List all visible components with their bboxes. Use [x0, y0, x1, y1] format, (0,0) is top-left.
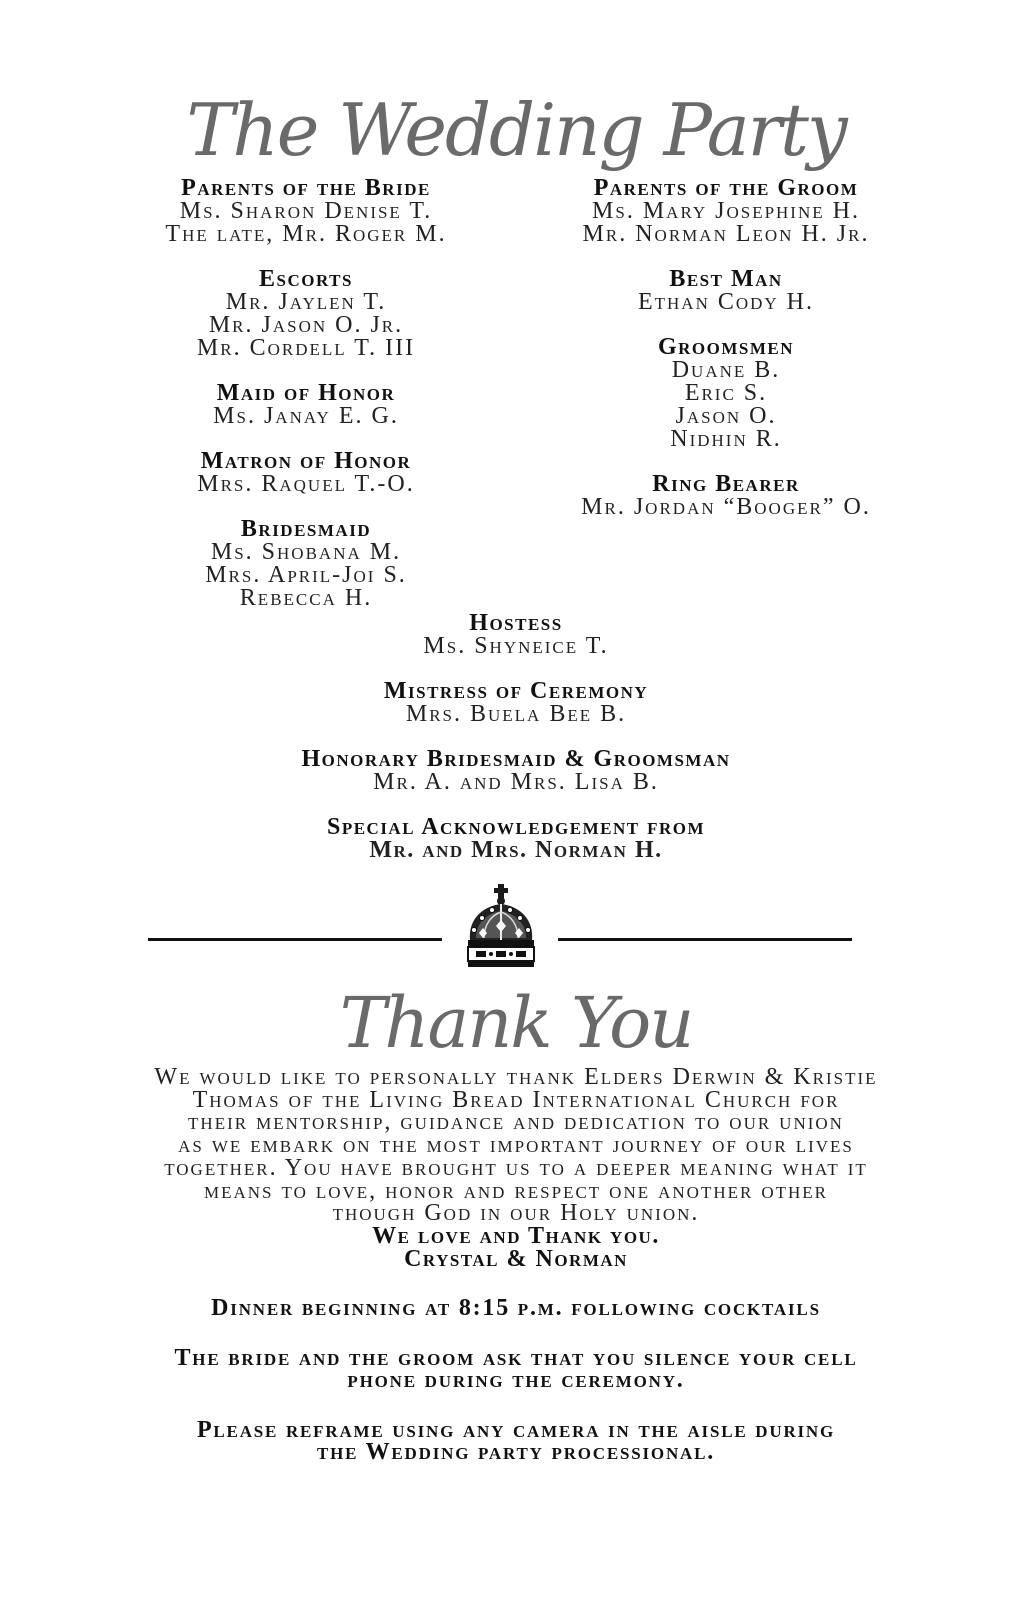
party-name: Ms. Shyneice T.: [423, 633, 609, 659]
party-name: Duane B.: [671, 357, 781, 383]
role-heading: Ring Bearer: [652, 471, 800, 497]
note-line: phone during the ceremony.: [347, 1367, 685, 1394]
party-group: [96, 268, 516, 360]
message-line: as we embark on the most important journey of our lives: [178, 1132, 854, 1159]
party-group: [66, 680, 966, 726]
note-line: Dinner beginning at 8:15 p.m. following cocktails: [211, 1295, 821, 1322]
dinner-note: [66, 1297, 966, 1320]
crown-icon: [462, 882, 540, 970]
party-name: Ms. Shobana M.: [210, 539, 402, 565]
note-line: Please reframe using any camera in the aisle during: [196, 1416, 836, 1443]
party-name: Mr. A. and Mrs. Lisa B.: [373, 769, 659, 795]
party-group: [66, 748, 966, 794]
wedding-party-title: The Wedding Party: [186, 88, 846, 172]
divider-rule-right: [558, 938, 852, 941]
role-heading: Parents of the Bride: [181, 175, 431, 201]
party-name: Mrs. April-Joi S.: [205, 562, 407, 588]
party-group: [66, 612, 966, 658]
party-name: Mr. Cordell T. III: [196, 335, 416, 361]
party-group: [96, 518, 516, 610]
signature: Crystal & Norman: [404, 1245, 628, 1272]
thank-you-title: Thank You: [339, 982, 693, 1064]
party-name: Rebecca H.: [239, 585, 373, 611]
party-name: Mrs. Raquel T.-O.: [197, 471, 415, 497]
role-heading: Escorts: [259, 266, 353, 292]
party-group: [516, 336, 936, 451]
cell-phone-note: [66, 1344, 966, 1394]
party-group: [66, 816, 966, 862]
party-name: Mrs. Buela Bee B.: [405, 701, 627, 727]
party-group: [516, 177, 936, 246]
crown-divider: [0, 880, 1032, 970]
party-group: [516, 268, 936, 314]
party-name: The late, Mr. Roger M.: [165, 221, 447, 247]
party-name: Ms. Sharon Denise T.: [179, 198, 433, 224]
party-name: Ms. Mary Josephine H.: [592, 198, 860, 224]
role-heading: Mistress of Ceremony: [383, 678, 649, 704]
party-name: Nidhin R.: [670, 426, 782, 452]
party-name: Mr. Jason O. Jr.: [208, 312, 404, 338]
party-name: Jason O.: [675, 403, 777, 429]
party-group: [96, 450, 516, 496]
message-line: though God in our Holy union.: [332, 1200, 700, 1227]
party-group: [516, 473, 936, 519]
message-line: together. You have brought us to a deeper meaning what it: [164, 1154, 868, 1181]
left-column: [96, 177, 516, 632]
camera-note: [66, 1416, 966, 1466]
party-name: Ms. Janay E. G.: [213, 403, 399, 429]
party-group: [96, 382, 516, 428]
party-name: Mr. Jordan “Booger” O.: [581, 494, 871, 520]
role-heading: Special Acknowledgement from: [326, 814, 706, 840]
role-heading: Best Man: [669, 266, 783, 292]
right-column: [516, 177, 936, 541]
role-heading: Maid of Honor: [216, 380, 396, 406]
party-name: Ethan Cody H.: [637, 289, 815, 315]
divider-rule-left: [148, 938, 442, 941]
role-heading: Parents of the Groom: [593, 175, 859, 201]
role-heading: Matron of Honor: [200, 448, 412, 474]
role-heading: Honorary Bridesmaid & Groomsman: [301, 746, 731, 772]
party-name: Mr. Jaylen T.: [225, 289, 387, 315]
message-line: their mentorship, guidance and dedication to our union: [188, 1109, 844, 1136]
thank-you-message: [66, 1066, 966, 1464]
party-name: Mr. Norman Leon H. Jr.: [582, 221, 870, 247]
party-name: Mr. and Mrs. Norman H.: [369, 837, 663, 863]
party-name: Eric S.: [684, 380, 768, 406]
role-heading: Bridesmaid: [240, 516, 372, 542]
closing-line: We love and Thank you.: [372, 1222, 660, 1249]
note-line: The bride and the groom ask that you silence your cell: [174, 1344, 858, 1371]
party-group: [96, 177, 516, 246]
center-column: [66, 612, 966, 884]
note-line: the Wedding party processional.: [316, 1439, 716, 1466]
role-heading: Groomsmen: [657, 334, 795, 360]
message-line: Thomas of the Living Bread International Church for: [192, 1086, 840, 1113]
message-line: We would like to personally thank Elders Derwin & Kristie: [154, 1064, 878, 1090]
message-line: means to love, honor and respect one another other: [203, 1177, 828, 1204]
role-heading: Hostess: [469, 610, 563, 636]
